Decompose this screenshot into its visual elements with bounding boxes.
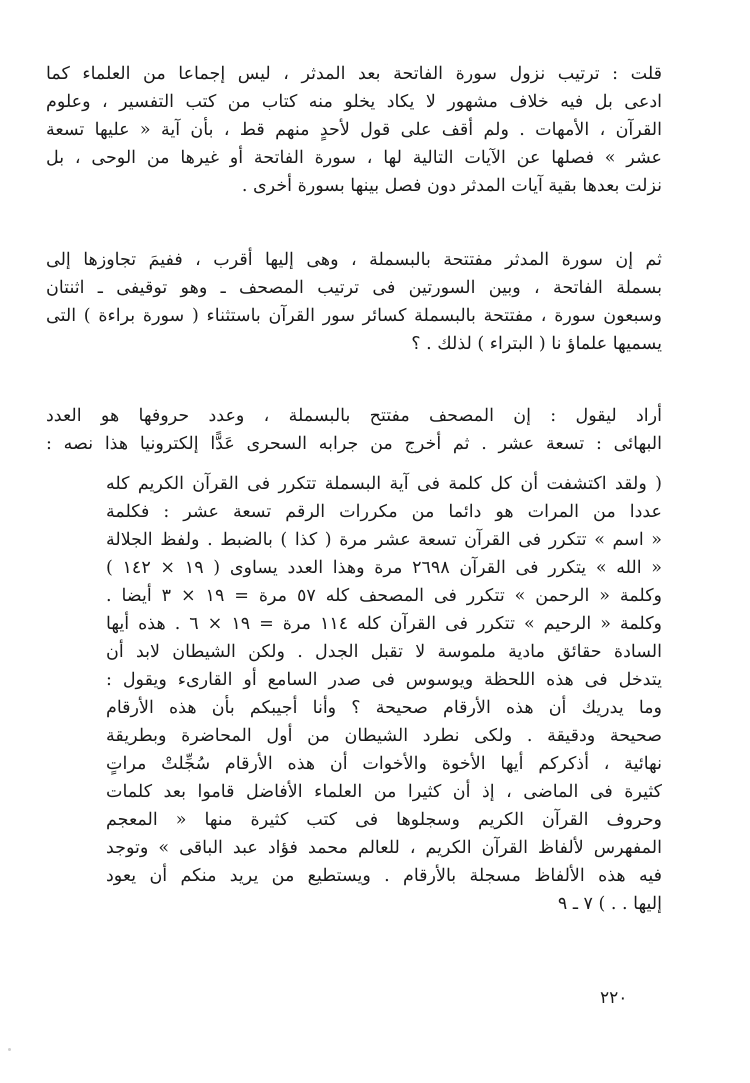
quote-line: المفهرس لألفاظ القرآن الكريم ، للعالم محمد فؤاد عبد الباقى » وتوجد <box>106 838 662 858</box>
page-number: ٢٢٠ <box>600 988 628 1008</box>
quote-line: السادة حقائق مادية ملموسة لا تقبل الجدل . ولكن الشيطان لابد أن <box>106 642 662 662</box>
quote-line: « الله » يتكرر فى القرآن ٢٦٩٨ مرة وهذا العدد يساوى ( ١٩ × ١٤٢ ) <box>106 558 662 578</box>
text-line: عشر » فصلها عن الآيات التالية لها ، سورة الفاتحة أو غيرها من الوحى ، بل <box>46 148 662 168</box>
text-line: القرآن ، الأمهات . ولم أقف على قول لأحدٍ منهم قط ، بأن آية « عليها تسعة <box>46 120 662 140</box>
quote-line: عددا من المرات هو دائما من مكررات الرقم تسعة عشر : فكلمة <box>106 502 662 522</box>
quote-line: « اسم » تتكرر فى القرآن تسعة عشر مرة ( كذا ) بالضبط . ولفظ الجلالة <box>106 530 662 550</box>
paragraph-2 <box>46 246 662 358</box>
scan-speck <box>8 1048 11 1051</box>
text-line: ادعى بل فيه خلاف مشهور لا يكاد يخلو منه كتاب من كتب التفسير ، وعلوم <box>46 92 662 112</box>
quote-line: ( ولقد اكتشفت أن كل كلمة فى آية البسملة تتكرر فى القرآن الكريم كله <box>106 474 662 494</box>
text-line: بسملة الفاتحة ، وبين السورتين فى ترتيب المصحف ـ وهو توقيفى ـ اثنتان <box>46 278 662 298</box>
quote-line: وكلمة « الرحيم » تتكرر فى القرآن كله ١١٤ مرة = ١٩ × ٦ . هذه أيها <box>106 614 663 634</box>
quote-line: يتدخل فى هذه اللحظة ويوسوس فى صدر السامع أو القارىء ويقول : <box>106 670 662 690</box>
text-line: يسميها علماؤ نا ( البتراء ) لذلك . ؟ <box>411 334 662 354</box>
text-line: وسبعون سورة ، مفتتحة بالبسملة كسائر سور القرآن باستثناء ( سورة براءة ) التى <box>46 306 662 326</box>
text-line: ثم إن سورة المدثر مفتتحة بالبسملة ، وهى إليها أقرب ، ففيمَ تجاوزها إلى <box>46 250 662 270</box>
text-line: البهائى : تسعة عشر . ثم أخرج من جرابه السحرى عَدًّا إلكترونيا هذا نصه : <box>46 434 662 454</box>
quote-line: فيه هذه الألفاظ مسجلة بالأرقام . ويستطيع من يريد منكم أن يعود <box>106 866 662 886</box>
quote-line: كثيرة فى الماضى ، إذ أن كثيرا من العلماء الأفاضل قاموا بعد كلمات <box>106 782 662 802</box>
quote-line: وما يدريك أن هذه الأرقام صحيحة ؟ وأنا أجيبكم بأن هذه الأرقام <box>106 698 662 718</box>
text-line: قلت : ترتيب نزول سورة الفاتحة بعد المدثر ، ليس إجماعا من العلماء كما <box>46 64 662 84</box>
paragraph-3 <box>46 402 662 458</box>
paragraph-1 <box>46 60 662 200</box>
text-line: أراد ليقول : إن المصحف مفتتح بالبسملة ، وعدد حروفها هو العدد <box>46 406 662 426</box>
quote-line: وحروف القرآن الكريم وسجلوها فى كتب كثيرة منها « المعجم <box>106 810 662 830</box>
quoted-passage <box>106 470 662 918</box>
quote-line: نهائية ، أذكركم أيها الأخوة والأخوات أن هذه الأرقام سُجِّلتْ مراتٍ <box>106 754 662 774</box>
quote-line: إليها . . ) ٧ ـ ٩ <box>557 894 662 914</box>
quote-line: صحيحة ودقيقة . ولكى نطرد الشيطان من أول المحاضرة وبطريقة <box>106 726 662 746</box>
text-line: نزلت بعدها بقية آيات المدثر دون فصل بينها بسورة أخرى . <box>241 176 662 196</box>
quote-line: وكلمة « الرحمن » تتكرر فى المصحف كله ٥٧ مرة = ١٩ × ٣ أيضا . <box>106 586 662 606</box>
